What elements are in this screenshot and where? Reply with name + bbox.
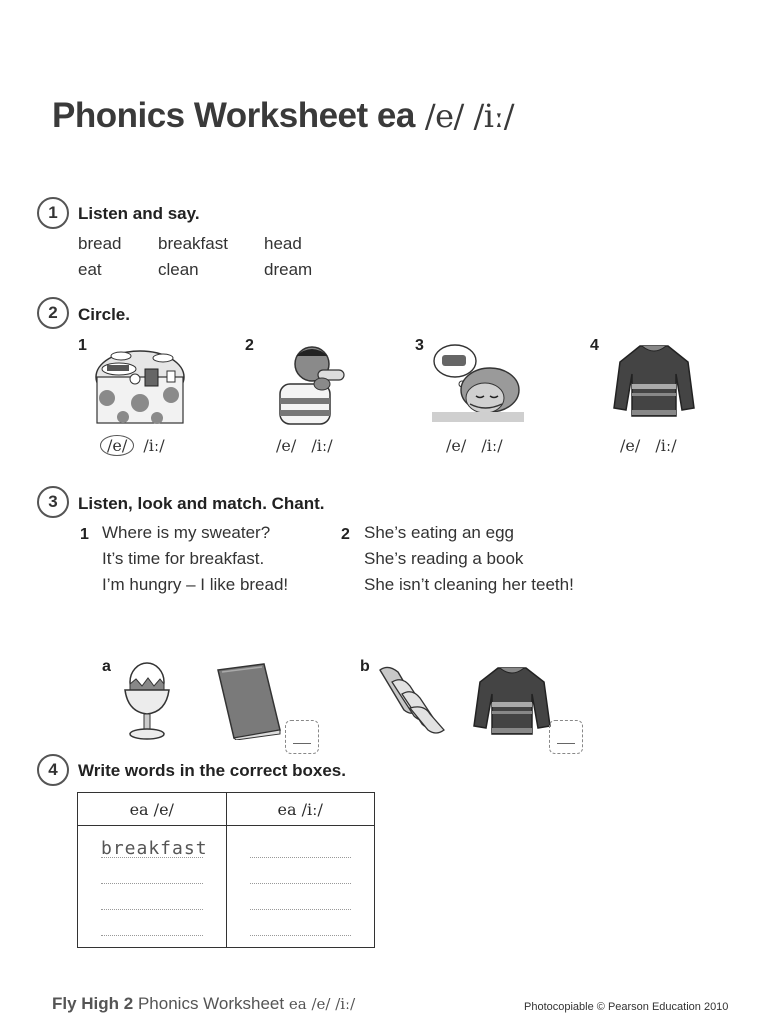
- word-bread: bread: [78, 234, 122, 253]
- word-clean: clean: [158, 260, 199, 279]
- boy-eating-bread-picture: [270, 340, 350, 426]
- sliced-bread-picture: [374, 664, 448, 736]
- column-i-cell: [226, 826, 375, 948]
- circle-item-4-number: 4: [590, 337, 599, 354]
- word-eat: eat: [78, 260, 102, 279]
- section-3-heading: Listen, look and match. Chant.: [78, 494, 325, 513]
- answer-line[interactable]: [101, 910, 203, 936]
- circle-item-1-number: 1: [78, 337, 87, 354]
- section-3-number: 3: [37, 486, 69, 518]
- circle-item-3-options: [446, 436, 503, 455]
- breakfast-table-picture: [95, 343, 185, 425]
- circle-item-4-options: [620, 436, 677, 455]
- answer-box-b[interactable]: [549, 720, 583, 754]
- chant-line: She’s eating an egg: [364, 523, 514, 542]
- section-2-number: 2: [37, 297, 69, 329]
- circled-option-e[interactable]: /e/: [100, 435, 134, 456]
- circle-item-3-number: 3: [415, 337, 424, 354]
- option-i[interactable]: /iː/: [143, 436, 165, 455]
- answer-line[interactable]: [101, 884, 203, 910]
- sweater-picture: [612, 342, 696, 418]
- section-4-heading: Write words in the correct boxes.: [78, 761, 346, 780]
- circle-item-2-options: [276, 436, 333, 455]
- answer-line[interactable]: [250, 832, 352, 858]
- book-picture: [214, 662, 282, 740]
- word-head: head: [264, 234, 302, 253]
- option-e[interactable]: /e/: [620, 436, 641, 455]
- word-sort-table: [77, 792, 375, 948]
- section-1-heading: Listen and say.: [78, 204, 200, 223]
- lion-dreaming-picture: [432, 338, 524, 424]
- chant-line: She isn’t cleaning her teeth!: [364, 575, 574, 594]
- answer-line[interactable]: [250, 910, 352, 936]
- column-e-cell: [78, 826, 227, 948]
- column-header-i: ea /iː/: [226, 793, 375, 826]
- footer-title: [52, 994, 355, 1014]
- footer-ipa: ea /e/ /iː/: [288, 995, 356, 1013]
- section-2-heading: Circle.: [78, 305, 130, 324]
- option-e[interactable]: /e/: [446, 436, 467, 455]
- title-ipa: /e/ /iː/: [424, 97, 515, 135]
- page-title: [52, 96, 514, 136]
- circle-item-1-options: [100, 435, 165, 456]
- title-main: Phonics Worksheet ea: [52, 96, 415, 135]
- group-a-label: a: [102, 658, 111, 675]
- chant-1-number: 1: [80, 526, 89, 543]
- chant-2-number: 2: [341, 526, 350, 543]
- option-e[interactable]: /e/: [276, 436, 297, 455]
- option-i[interactable]: /iː/: [311, 436, 333, 455]
- word-breakfast: breakfast: [158, 234, 228, 253]
- answer-line[interactable]: [250, 858, 352, 884]
- group-b-label: b: [360, 658, 370, 675]
- footer-copyright: Photocopiable © Pearson Education 2010: [524, 1001, 729, 1013]
- chant-line: She’s reading a book: [364, 549, 524, 568]
- chant-line: I’m hungry – I like bread!: [102, 575, 289, 594]
- footer-brand: Fly High 2: [52, 994, 134, 1013]
- egg-cup-picture: [120, 662, 178, 742]
- sweater-picture: [472, 664, 552, 736]
- chant-line: It’s time for breakfast.: [102, 549, 265, 568]
- answer-line[interactable]: [101, 832, 208, 859]
- section-1-number: 1: [37, 197, 69, 229]
- circle-item-2-number: 2: [245, 337, 254, 354]
- footer-text: Phonics Worksheet: [137, 994, 285, 1013]
- column-header-e: ea /e/: [78, 793, 227, 826]
- answer-line[interactable]: [250, 884, 352, 910]
- chant-line: Where is my sweater?: [102, 523, 271, 542]
- answer-line[interactable]: [101, 858, 203, 884]
- option-i[interactable]: /iː/: [655, 436, 677, 455]
- chant-1-lines: [102, 520, 288, 598]
- section-4-number: 4: [37, 754, 69, 786]
- answer-box-a[interactable]: [285, 720, 319, 754]
- word-dream: dream: [264, 260, 313, 279]
- chant-2-lines: [364, 520, 574, 598]
- example-answer: breakfast: [101, 838, 208, 859]
- option-i[interactable]: /iː/: [481, 436, 503, 455]
